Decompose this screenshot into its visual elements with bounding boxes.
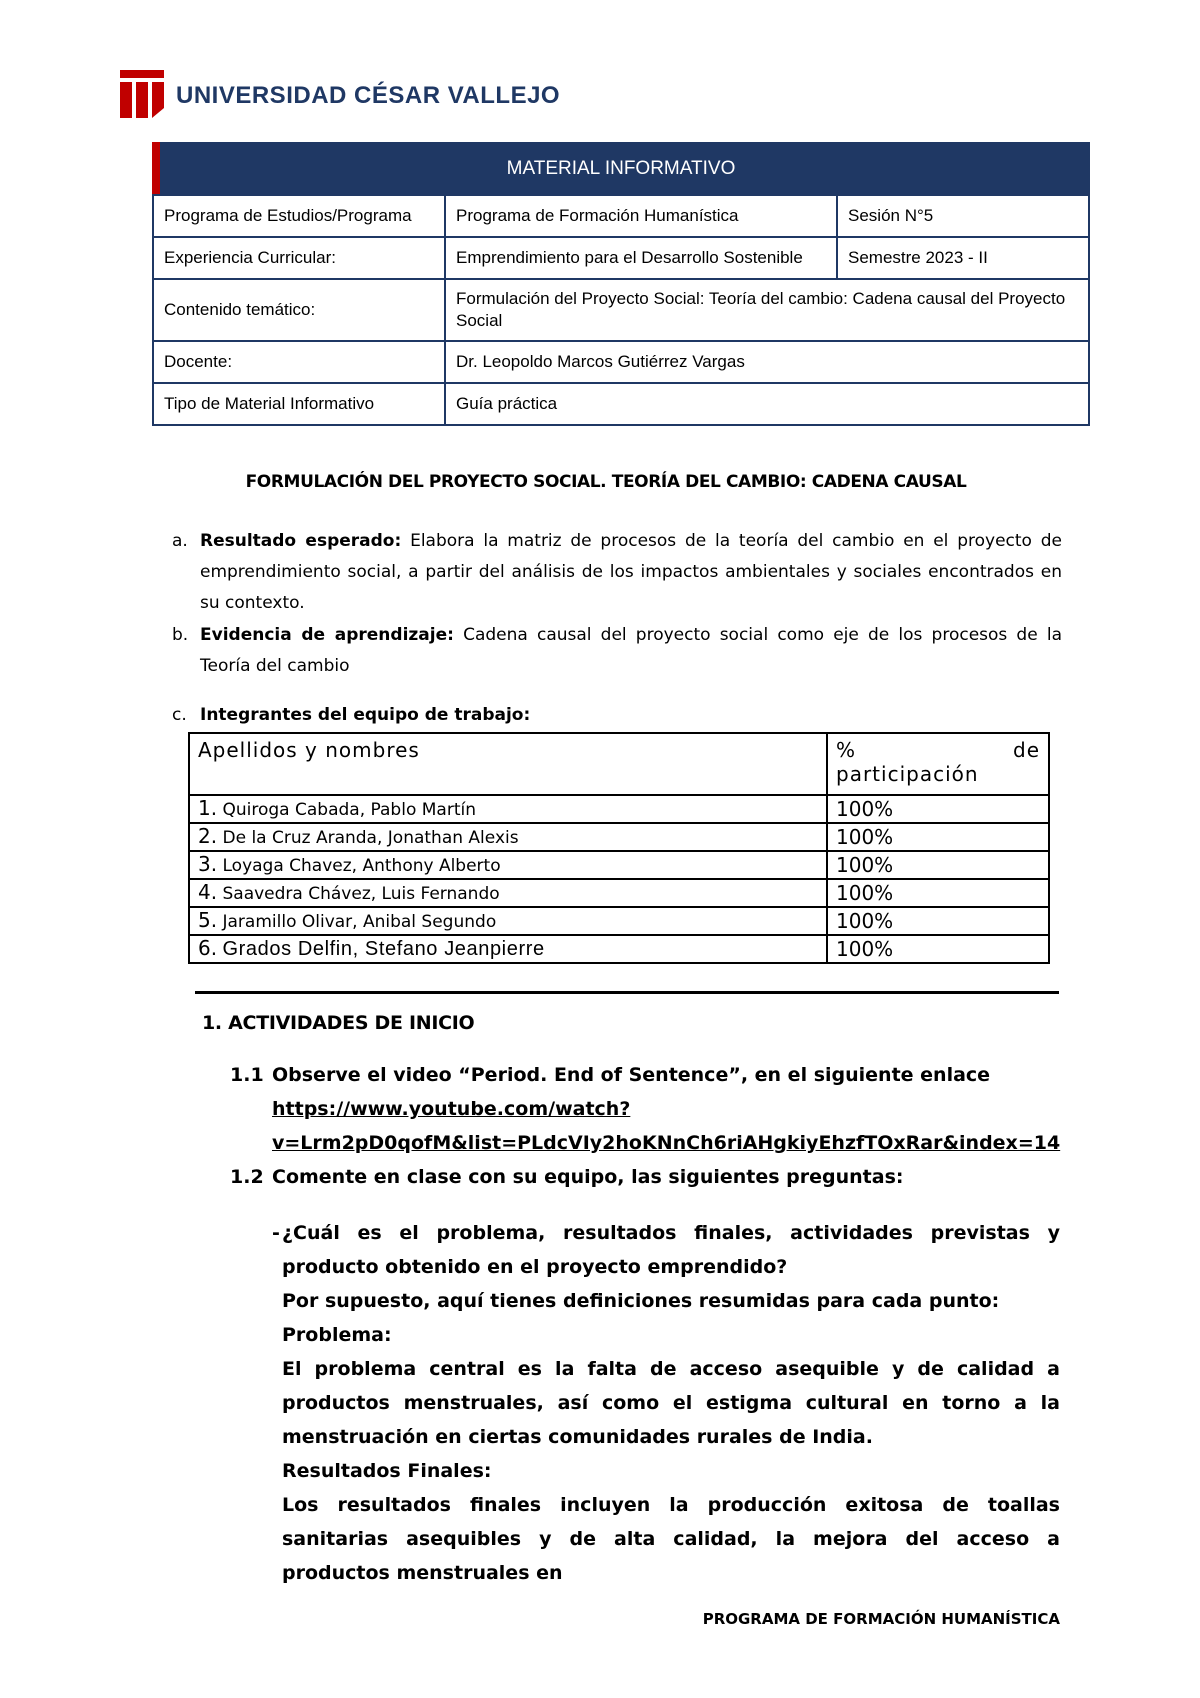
- row1-value: Programa de Formación Humanística: [445, 195, 837, 237]
- subsection-1-2: [230, 1160, 1060, 1194]
- header-accent-bar: [152, 142, 160, 194]
- row1-extra: Sesión N°5: [837, 195, 1089, 237]
- subsection-number: 1.1: [230, 1064, 264, 1086]
- member-name-cell: [189, 907, 827, 935]
- subsection-text: Comente en clase con su equipo, las siguientes preguntas:: [272, 1166, 904, 1188]
- table-row: [189, 823, 1049, 851]
- item-label: Evidencia de aprendizaje:: [200, 625, 454, 645]
- member-participation: 100%: [827, 935, 1049, 963]
- table-row: [189, 907, 1049, 935]
- member-participation: 100%: [827, 907, 1049, 935]
- info-table-title: MATERIAL INFORMATIVO: [153, 143, 1089, 195]
- row3-value: Formulación del Proyecto Social: Teoría del cambio: Cadena causal del Proyecto Social: [445, 279, 1089, 341]
- col-name-header: Apellidos y nombres: [189, 733, 827, 795]
- page-footer: PROGRAMA DE FORMACIÓN HUMANÍSTICA: [702, 1610, 1060, 1628]
- bullet-dash: -: [272, 1222, 280, 1244]
- row2-label: Experiencia Curricular:: [153, 237, 445, 279]
- member-name: Grados Delfin, Stefano Jeanpierre: [222, 938, 545, 960]
- item-team-members: [172, 700, 1062, 731]
- member-name: Saavedra Chávez, Luis Fernando: [222, 884, 500, 904]
- member-participation: 100%: [827, 879, 1049, 907]
- section-divider: [195, 991, 1059, 994]
- section-1-title: 1. ACTIVIDADES DE INICIO: [202, 1012, 475, 1034]
- member-name-cell: [189, 851, 827, 879]
- member-name: Jaramillo Olivar, Anibal Segundo: [222, 912, 497, 932]
- subsection-1-1: [230, 1058, 1060, 1160]
- row2-extra: Semestre 2023 - II: [837, 237, 1089, 279]
- member-name: Loyaga Chavez, Anthony Alberto: [222, 856, 501, 876]
- table-row: [189, 851, 1049, 879]
- university-logo-icon: [118, 68, 166, 120]
- problema-label: Problema:: [282, 1324, 392, 1346]
- col-pct-header: [827, 733, 1049, 795]
- row4-value: Dr. Leopoldo Marcos Gutiérrez Vargas: [445, 341, 1089, 383]
- row5-value: Guía práctica: [445, 383, 1089, 425]
- member-number: 6.: [198, 936, 218, 960]
- row3-label: Contenido temático:: [153, 279, 445, 341]
- member-number: 2.: [198, 824, 218, 848]
- intro-text: Por supuesto, aquí tienes definiciones resumidas para cada punto:: [282, 1290, 1000, 1312]
- item-expected-result: [172, 526, 1062, 619]
- member-number: 4.: [198, 880, 218, 904]
- item-text: Cadena causal del proyecto social como eje de los procesos de la Teoría del cambio: [200, 625, 1062, 676]
- item-learning-evidence: [172, 620, 1062, 682]
- video-link-line1[interactable]: https://www.youtube.com/watch?: [272, 1098, 631, 1120]
- item-text: Elabora la matriz de procesos de la teoría del cambio en el proyecto de emprendimiento social, a partir del análisis de los impactos ambientales y sociales encontrados en su contexto.: [200, 531, 1062, 613]
- col-pct-de: de: [1013, 738, 1040, 762]
- item-letter: a.: [172, 531, 188, 551]
- table-row: [189, 795, 1049, 823]
- item-letter: c.: [172, 705, 187, 725]
- member-number: 1.: [198, 796, 218, 820]
- members-table: [188, 732, 1050, 964]
- question-text: ¿Cuál es el problema, resultados finales, actividades previstas y producto obtenido en el proyecto emprendido?: [282, 1222, 1060, 1278]
- table-row: [189, 935, 1049, 963]
- member-name-cell: [189, 795, 827, 823]
- row4-label: Docente:: [153, 341, 445, 383]
- item-label: Resultado esperado:: [200, 531, 402, 551]
- subsection-text: Observe el video “Period. End of Sentence”, en el siguiente enlace: [272, 1064, 991, 1086]
- member-participation: 100%: [827, 823, 1049, 851]
- row2-value: Emprendimiento para el Desarrollo Sostenible: [445, 237, 837, 279]
- row1-label: Programa de Estudios/Programa: [153, 195, 445, 237]
- info-table: [152, 142, 1090, 426]
- item-label: Integrantes del equipo de trabajo:: [200, 705, 531, 725]
- member-name-cell: [189, 935, 827, 963]
- member-number: 5.: [198, 908, 218, 932]
- member-participation: 100%: [827, 795, 1049, 823]
- member-name-cell: [189, 823, 827, 851]
- row5-label: Tipo de Material Informativo: [153, 383, 445, 425]
- col-pct-word: participación: [836, 762, 979, 786]
- university-name: UNIVERSIDAD CÉSAR VALLEJO: [176, 82, 561, 109]
- document-title: FORMULACIÓN DEL PROYECTO SOCIAL. TEORÍA DEL CAMBIO: CADENA CAUSAL: [245, 472, 967, 492]
- subsection-number: 1.2: [230, 1166, 264, 1188]
- member-name: Quiroga Cabada, Pablo Martín: [222, 800, 476, 820]
- answer-content: [272, 1216, 1060, 1590]
- member-name: De la Cruz Aranda, Jonathan Alexis: [222, 828, 519, 848]
- video-link-line2[interactable]: v=Lrm2pD0qofM&list=PLdcVIy2hoKNnCh6riAHgkiyEhzfTOxRar&index=14: [272, 1132, 1061, 1154]
- problema-text: El problema central es la falta de acceso asequible y de calidad a productos menstruales, así como el estigma cultural en torno a la menstruación en ciertas comunidades rurales de India.: [282, 1358, 1060, 1448]
- member-name-cell: [189, 879, 827, 907]
- col-pct-symbol: %: [836, 738, 857, 762]
- resultados-text: Los resultados finales incluyen la producción exitosa de toallas sanitarias asequibles y de alta calidad, la mejora del acceso a productos menstruales en: [282, 1494, 1060, 1584]
- item-letter: b.: [172, 625, 189, 645]
- resultados-label: Resultados Finales:: [282, 1460, 492, 1482]
- table-row: [189, 879, 1049, 907]
- member-participation: 100%: [827, 851, 1049, 879]
- member-number: 3.: [198, 852, 218, 876]
